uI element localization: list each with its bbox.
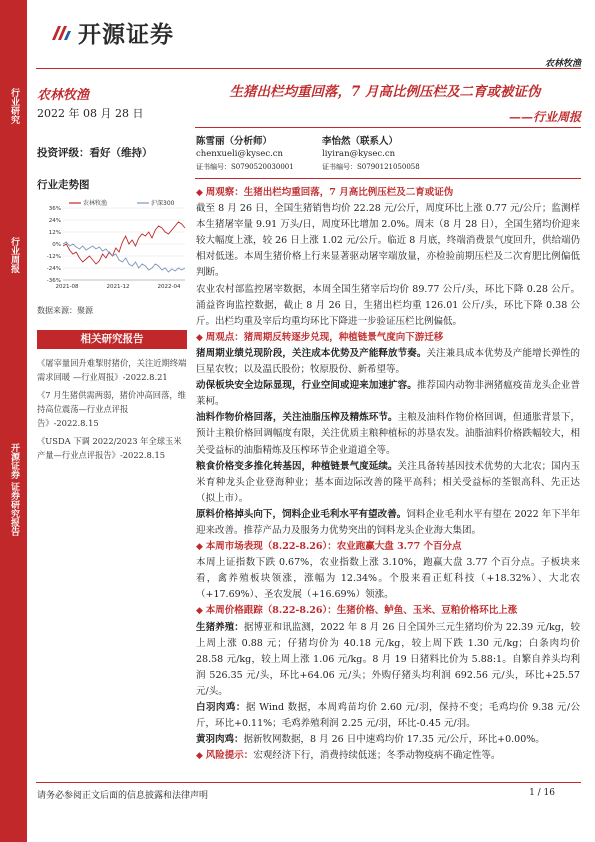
report-body (196, 185, 580, 764)
author-cert: 证书编号：S0790121050058 (322, 163, 420, 171)
x-tick-label: 2021-08 (55, 284, 79, 290)
authors-divider-top (195, 127, 581, 128)
x-tick-label: 2021-12 (106, 284, 130, 290)
footer-disclaimer: 请务必参阅正文后面的信息披露和法律声明 (37, 791, 209, 801)
y-tick-label: 12% (48, 230, 61, 236)
paragraph: 本周上证指数下跌 0.67%，农业指数上涨 3.10%，跑赢大盘 3.77 个百分点。子板块来看，禽养殖板块领涨，涨幅为 12.34%。个股来看正虹科技（+18.32%）、大北农（+17.69%）、圣农发展（+16.69%）领涨。 (196, 557, 580, 601)
section-heading-prices: ◆ 本周价格跟踪（8.22-8.26）：生猪价格、鲈鱼、玉米、豆粕价格环比上涨 (196, 605, 518, 617)
author-cert: 证书编号：S0790520030001 (196, 163, 294, 171)
related-report-item[interactable]: 《7 月生猪供需两弱，猪价冲高回落，维持高位震荡—行业点评报告》-2022.8.15 (37, 390, 186, 428)
bullet-icon: ◆ (196, 751, 206, 762)
report-title: 生猪出栏均重回落，7 月高比例压栏及二育或被证伪 (229, 84, 541, 100)
trend-chart-title: 行业走势图 (37, 179, 90, 191)
sidebar-tab-securities: 开源证券 证券研究报告 (9, 443, 19, 537)
report-date: 2022 年 08 月 28 日 (37, 107, 144, 120)
author-card (196, 135, 294, 174)
related-report-item[interactable]: 《屠宰量回升难掣肘猪价，关注近期终端需求回暖 —行业周报》-2022.8.21 (37, 358, 187, 382)
header-category: 农林牧渔 (544, 59, 581, 69)
y-tick-label: -12% (46, 254, 61, 260)
author-name: 李怡然（联系人） (322, 136, 399, 147)
logo-icon (50, 22, 72, 44)
related-reports-title: 相关研究报告 (37, 330, 187, 349)
y-tick-label: -24% (46, 266, 61, 272)
section-heading-market: ◆ 本周市场表现（8.22-8.26）：农业跑赢大盘 3.77 个百分点 (196, 541, 462, 553)
sidebar-tab-industry-research: 行业研究 (9, 88, 19, 124)
bullet-icon: ◆ (196, 332, 206, 343)
related-reports-list (37, 356, 187, 466)
investment-rating: 投资评级：看好（维持） (37, 147, 153, 159)
y-tick-label: -36% (46, 278, 61, 284)
series-line-hs300 (63, 242, 185, 272)
section-heading-weekly-observation: ◆ 周观察：生猪出栏均重回落，7 月高比例压栏及二育或证伪 (196, 187, 454, 198)
logo-text: 开源证券 (78, 22, 174, 48)
series-line-agri (63, 222, 185, 264)
industry-label: 农林牧渔 (37, 88, 90, 103)
author-card (322, 135, 420, 174)
y-tick-label: 24% (48, 218, 61, 224)
bullet-icon: ◆ (196, 188, 206, 198)
bullet-icon: ◆ (196, 606, 206, 617)
y-tick-label: 0% (52, 242, 61, 248)
author-email[interactable]: chenxueli@kysec.cn (196, 149, 284, 159)
footer-divider (36, 782, 581, 783)
paragraph: 白羽肉鸡：据 Wind 数据，本周鸡苗均价 2.60 元/羽，保持不变；毛鸡均价 9.38 元/公斤，环比+0.11%；毛鸡养殖利润 2.25 元/羽，环比-0.45 元/羽。 (196, 702, 580, 730)
trend-chart (37, 198, 187, 296)
data-source: 数据来源：聚源 (37, 306, 93, 315)
page-number: 1 / 16 (529, 788, 555, 798)
logo (50, 16, 174, 49)
section-heading-risk: ◆ 风险提示：宏观经济下行，消费持续低迷；冬季动物疫病不确定性等。 (196, 750, 501, 762)
sidebar (0, 0, 27, 842)
paragraph: 猪周期业绩兑现阶段，关注成本优势及产能释放节奏。关注兼具成本优势及产能增长弹性的巨星农牧；以及温氏股份；牧原股份、新希望等。 (196, 347, 580, 376)
related-report-item[interactable]: 《USDA 下调 2022/2023 年全球玉米产量—行业点评报告》-2022.8.15 (37, 436, 182, 460)
section-heading-weekly-view: ◆ 周观点：猪周期反转逐步兑现，种植链景气度向下游迁移 (196, 331, 444, 343)
author-name: 陈雪丽（分析师） (196, 136, 273, 147)
paragraph: 生猪养殖：据博亚和讯监测，2022 年 8 月 26 日全国外三元生猪均价为 22.39 元/kg，较上周上涨 0.88 元；仔猪均价为 40.18 元/kg，较上周下跌 1.30 元/kg；白条肉均价 28.58 元/kg，较上周上涨 1.06 元/kg。8 月 19 日猪料比价为 5.88:1。自繁自养头均利润 526.35 元/头，环比+64.06 元/头；外购仔猪头均利润 692.56 元/头，环比+25.57 元/头。 (196, 621, 580, 697)
x-tick-label: 2022-04 (157, 284, 181, 290)
paragraph: 原料价格掉头向下，饲料企业毛利水平有望改善。饲料企业毛利水平有望在 2022 年下半年迎来改善。推荐产品力及服务力优势突出的饲料龙头企业海大集团。 (196, 508, 580, 536)
authors-divider-bottom (195, 178, 581, 179)
header-divider (36, 68, 581, 69)
paragraph: 油料作物价格回落，关注油脂压榨及精炼环节。主粮及油料作物价格回调，但通胀背景下，预计主粮价格回调幅度有限，关注优质主粮种植标的苏垦农发。油脂油料价格跌幅较大，相关受益标的油脂精炼及压榨环节企业道道全等。 (196, 412, 580, 456)
paragraph: 截至 8 月 26 日，全国生猪销售均价 22.28 元/公斤，周度环比上涨 0.77 元/公斤；监测样本生猪屠宰量 9.91 万头/日，周度环比增加 2.0%。周末（8 月 28 日），全国生猪均价迎来较大幅度上涨，较 26 日上涨 1.02 元/公斤。临近 8 月底，终端消费景气度回升，供给端仍相对低迷。本周生猪价格上行来显著驱动屠宰端放量，亦检验前期压栏及二次育肥比例偏低判断。 (196, 203, 580, 279)
legend-label: 沪深300 (151, 200, 175, 207)
y-tick-label: 36% (48, 206, 61, 212)
bullet-icon: ◆ (196, 542, 206, 553)
author-email[interactable]: liyiran@kysec.cn (322, 149, 396, 159)
report-subtitle: ——行业周报 (508, 110, 581, 124)
paragraph: 粮食价格变多推化转基因，种植链景气度延续。关注具备转基因技术优势的大北农；国内玉米育种龙头企业登海种业；基本面边际改善的隆平高科；相关受益标的荃银高科、先正达（拟上市）。 (196, 460, 580, 504)
paragraph: 农业农村部监控屠宰数据，本周全国生猪宰后均价 89.77 公斤/头，环比下降 0.28 公斤。涌益咨询监控数据，截止 8 月 26 日，生猪出栏均重 126.01 公斤/头，环比下降 0.38 公斤。出栏均重及宰后均重均环比下降进一步验证压栏比例偏低。 (196, 283, 580, 327)
legend-label: 农林牧渔 (83, 200, 108, 207)
sidebar-tab-weekly: 行业周报 (9, 237, 19, 273)
paragraph: 黄羽肉鸡：据新牧网数据，8 月 26 日中速鸡均价 17.35 元/公斤，环比+0.00%。 (196, 734, 545, 746)
paragraph: 动保板块安全边际显现，行业空间或迎来加速扩容。推荐国内动物非洲猪瘟疫苗龙头企业普莱柯。 (196, 380, 580, 408)
